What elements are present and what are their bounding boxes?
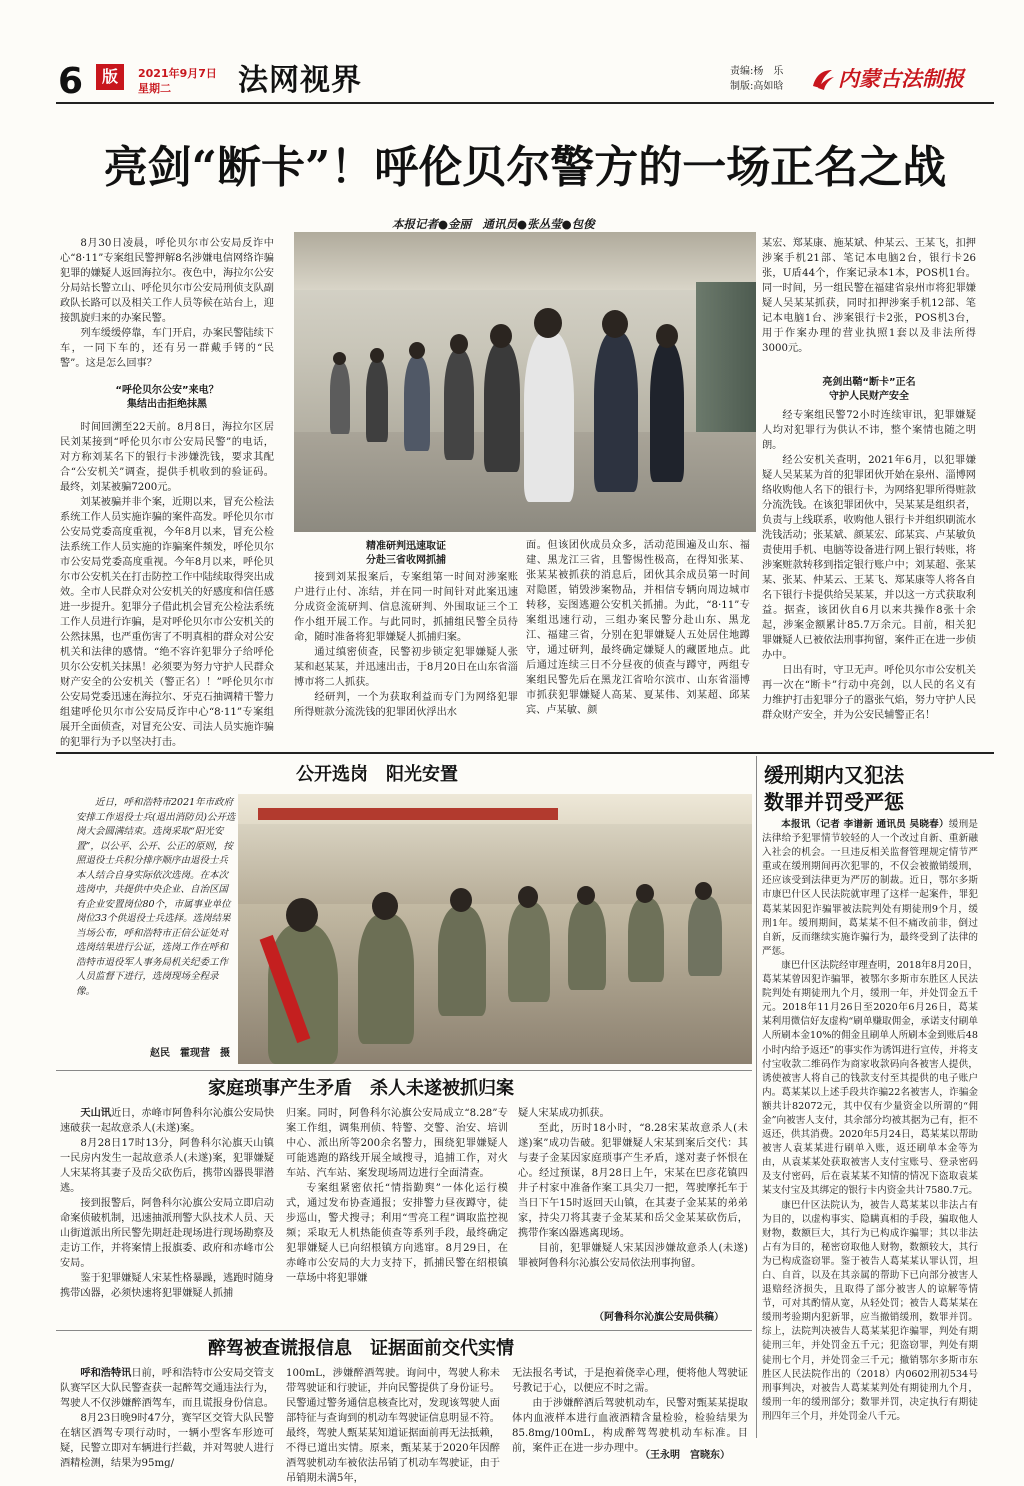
photo-head	[534, 308, 562, 338]
issue-date: 2021年9月7日	[138, 67, 217, 80]
article2-photo	[238, 794, 752, 1064]
article5-para-text: 日前，呼和浩特市公安局交管支队赛罕区大队民警查获一起醉驾交通违法行为，驾驶人不仅涉嫌醉酒驾车，而且谎报身份信息。	[60, 1368, 275, 1409]
article2-credit: 赵民 霍现营 摄	[150, 1048, 230, 1059]
article4-col1	[60, 1106, 274, 1326]
paper-logo	[810, 64, 990, 94]
main-col4-para: 日出有时，守卫无声。呼伦贝尔市公安机关再一次在“断卡”行动中亮剑，以人民的名义有力维护打击犯罪分子的嚣张气焰，努力守护人民群众财产安全，并为公安民辅警正名！	[762, 665, 976, 721]
article3-para	[762, 818, 978, 959]
photo-person	[508, 902, 550, 1002]
article4-para: 专案组紧密依托“情指勤舆”一体化运行模式，通过发布协查通报；安排警力昼夜蹲守，徒步巡山，警犬搜寻；利用“雪亮工程”调取监控视频；采取无人机热能侦查等系列手段，最终确定犯罪嫌疑人已向绍根镇方向逃窜。8月29日，在赤峰市公安局的大力支持下，抓捕民警在绍根镇一草场中将犯罪嫌	[286, 1183, 508, 1284]
editor-line: 责编:杨 乐	[730, 66, 784, 77]
main-article-bottom-rule	[56, 752, 994, 754]
article4-para: 目前，犯罪嫌疑人宋某因涉嫌故意杀人(未遂)罪被阿鲁科尔沁旗公安局依法刑事拘留。	[518, 1243, 748, 1269]
article4-para: 接到报警后，阿鲁科尔沁旗公安局立即启动命案侦破机制，迅速抽派刑警大队技术人员、天山街道派出所民警先期赶赴现场进行现场勘察及走访工作，并将案情上报旗委、政府和赤峰市公安局。	[60, 1198, 274, 1269]
article5-col3	[512, 1366, 748, 1454]
article4-lead: 天山讯	[80, 1107, 111, 1119]
photo-person	[366, 360, 388, 442]
main-headline: 亮剑“断卡”！呼伦贝尔警方的一场正名之战	[103, 142, 947, 193]
photo-person	[688, 896, 722, 976]
main-col1	[60, 236, 274, 374]
article2-body	[76, 796, 236, 1020]
photo-head	[602, 310, 628, 338]
article4-headline: 家庭琐事产生矛盾 杀人未遂被抓归案	[208, 1078, 514, 1099]
photo-head	[577, 886, 595, 905]
photo-head	[370, 348, 384, 363]
paper-name: 内蒙古法制报	[838, 66, 964, 91]
main-col3	[526, 538, 750, 744]
article4-bottom-rule	[56, 1330, 752, 1331]
photo-head	[372, 892, 398, 920]
photo-person	[524, 332, 574, 502]
photo-head	[636, 884, 654, 903]
article5-credit: （王永明 宫晓东）	[640, 1450, 730, 1461]
photo-person	[594, 332, 638, 492]
photo-person	[330, 362, 350, 434]
photo-person	[484, 342, 520, 472]
article3-para: 康巴什区法院认为，被告人葛某某以非法占有为目的，以虚构事实、隐瞒真相的手段，骗取他人财物，数额巨大，其行为已构成诈骗罪；其以非法占有为目的，秘密窃取他人财物，数额较大，其行为已构成盗窃罪。鉴于被告人葛某某认罪认罚，坦白、自首，以及在其亲属的帮助下已向部分被害人退赔经济损失，且取得了部分被害人的谅解等情节，可对其酌情从宽，从轻处罚；被告人葛某某在缓刑考验期内犯新罪，应当撤销缓刑，数罪并罚。综上，法院判决被告人葛某某犯诈骗罪，判处有期徒刑三年，并处罚金五千元；犯盗窃罪，判处有期徒刑七个月，并处罚金三千元；撤销鄂尔多斯市东胜区人民法院作出的（2018）内0602刑初534号刑事判决，对被告人葛某某判处有期徒刑九个月，缓刑一年的缓刑部分；数罪并罚，决定执行有期徒刑四年三个月，并处罚金八千元。	[762, 1199, 978, 1422]
page-number-block	[56, 62, 128, 102]
photo-person	[358, 914, 414, 1044]
main-col1-cont	[60, 420, 274, 748]
photo-station-roof	[294, 232, 756, 290]
article4-credit: （阿鲁科尔沁旗公安局供稿）	[594, 1312, 724, 1323]
main-col2-para: 接到刘某报案后，专案组第一时间对涉案账户进行止付、冻结，并在同一时间针对此案迅速分成资金流研判、信息流研判、外围取证三个工作小组开展工作。与此同时，抓捕组民警全员待命，随时准备将犯罪嫌疑人抓捕归案。	[294, 572, 518, 643]
main-subhead-2: 亮剑出鞘“断卡”正名 守护人民财产安全	[822, 377, 916, 402]
main-col4-para: 某宏、郑某康、施某斌、仲某云、王某飞，扣押涉案手机21部、笔记本电脑2台，银行卡26张，U盾44个，作案记录本1本，POS机1台。同一时间，另一组民警在福建省泉州市将犯罪嫌疑人吴某某抓获，同时扣押涉案手机12部、笔记本电脑1台、涉案银行卡2张，POS机3台，用于作案办理的营业执照1套以及非法所得3000元。	[762, 238, 976, 354]
paper-logo-emblem-icon	[810, 66, 836, 92]
layout-line: 制版:高如晗	[730, 81, 784, 92]
photo-head	[450, 888, 472, 912]
main-col4	[762, 236, 976, 366]
photo-head	[518, 886, 538, 908]
article5-col2	[286, 1366, 500, 1484]
main-col2-para: 通过缜密侦查，民警初步锁定犯罪嫌疑人张某和赵某某，并迅速出击，于8月20日在山东省淄博市将二人抓获。	[294, 647, 518, 688]
photo-person	[438, 906, 486, 1016]
article4-para	[60, 1106, 274, 1136]
article4-col2	[286, 1106, 508, 1326]
main-col3-para: 面。但该团伙成员众多，活动范围遍及山东、福建、黑龙江三省，且警惕性极高，在得知张某、张某某被抓获的消息后，团伙其余成员第一时间对隐匿，销毁涉案物品，并相信专辆向周边城市转移，妄图逃避公安机关抓捕。为此，“8·11”专案组迅速行动，三组办案民警分赴山东、黑龙江、福建三省，分别在犯罪嫌疑人五处居住地蹲守，通过研判，最终确定嫌疑人的藏匿地点。此后通过连续三日不分昼夜的侦查与蹲守，两组专案组民警先后在黑龙江省哈尔滨市、山东省淄博市抓获犯罪嫌疑人高某、夏某伟、刘某超、邱某宾、卢某敏、颜	[526, 540, 750, 716]
article3-para-text: 缓刑是法律给予犯罪情节较轻的人一个改过自新、重新融入社会的机会。一旦违反相关监督管理规定情节严重或在缓刑期间再次犯罪的，不仅会被撤销缓刑，还应该受到法律更为严厉的制裁。近日，鄂尔多斯市康巴什区人民法院就审理了这样一起案件，罪犯葛某某因犯诈骗罪被法院判处有期徒刑9个月，缓刑1年。缓刑期间，葛某某不但不痛改前非，倒过自新，反而继续实施诈骗行为，最终受到了法律的严惩。	[762, 819, 978, 957]
article5-para: 由于涉嫌醉酒后驾驶机动车，民警对甄某某提取体内血液样本进行血液酒精含量检验，检验结果为85.8mg/100mL，构成醉驾驾驶机动车标准。目前，案件正在进一步办理中。	[512, 1398, 748, 1454]
main-col1-para: 刘某被骗并非个案，近期以来，冒充公检法系统工作人员实施诈骗的案件高发。呼伦贝尔市公安局党委高度重视，今年8月以来，冒充公检法系统工作人员实施的诈骗案件频发，呼伦贝尔市公安局党委高度重视。今年8月以来，呼伦贝尔市公安机关在打击防控工作中陆续取得突出成效。全市人民群众对公安机关的好感度和信任感进一步提升。犯罪分子借此机会冒充公检法系统工作人员进行诈骗，是对呼伦贝尔市公安机关的公然抹黑，也严重伤害了不明真相的群众对公安机关和法律的感情。“绝不容许犯罪分子给呼伦贝尔公安机关抹黑！必须要为努力守护人民群众财产安全的公安机关（警正名）！”呼伦贝尔市公安局党委迅速在海拉尔、牙克石抽调精干警力组建呼伦贝尔市公安局反诈中心“8·11”专案组展开全面侦查，对冒充公安、司法人员实施诈骗的犯罪行为予以坚决打击。	[60, 497, 274, 748]
main-col1-para: 列车缓缓停靠，车门开启，办案民警陆续下车，一同下车的，还有另一群戴手铐的“民警”。这是怎么回事？	[60, 328, 274, 369]
photo-head	[333, 352, 346, 365]
photo-back-wall	[238, 824, 752, 904]
article4-para: 至此，历时18小时，“8.28宋某故意杀人(未遂)案”成功告破。犯罪嫌疑人宋某到案后交代：其与妻子金某因家庭琐事产生矛盾，遂对妻子怀恨在心。经过预谋，8月28日上午，宋某在巴彦花镇四井子村家中准备作案工具尖刀一把，驾驶摩托车于当日下午15时返回天山镇，在其妻子金某某的弟弟家，持尖刀将其妻子金某某和岳父金某某砍伤后，携带作案凶器逃离现场。	[518, 1123, 748, 1239]
photo-person	[628, 898, 664, 982]
article5-headline: 醉驾被查谎报信息 证据面前交代实情	[208, 1338, 514, 1359]
article2-para: 近日，呼和浩特市2021年市政府安排工作退役士兵(退出消防员)公开选岗大会圆满结束。选岗采取“阳光安置”，以公平、公开、公正的原则，按照退役士兵积分排序顺序由退役士兵本人结合自身实际依次选岗。在本次选岗中，共提供中央企业、自治区国有企业安置岗位80个，市属事业单位岗位33个供退役士兵选择。选岗结果当场公布，呼和浩特市正信公证处对选岗结果进行公证，选岗工作在呼和浩特市退役军人事务局机关纪委工作人员监督下进行，选岗现场全程录像。	[76, 797, 236, 997]
header-rule	[56, 102, 994, 104]
article4-para-text: 近日，赤峰市阿鲁科尔沁旗公安局快速破获一起故意杀人(未遂)案。	[60, 1108, 275, 1134]
section-title: 法网视界	[238, 63, 362, 98]
issue-weekday: 星期二	[138, 82, 171, 95]
article3-headline: 缓刑期内又犯法 数罪并罚受严惩	[764, 763, 904, 814]
article5-para: 无法报名考试，于是抱着侥幸心理，便将他人驾驶证号教记于心，以便应不时之需。	[512, 1368, 748, 1394]
main-col4-para: 经专案组民警72小时连续审讯，犯罪嫌疑人均对犯罪行为供认不讳，整个案情也随之明朗。	[762, 410, 976, 451]
editor-credit	[730, 64, 812, 94]
article5-lead: 呼和浩特讯	[80, 1367, 132, 1379]
date-block	[138, 66, 228, 96]
article3-lead: 本报讯（记者 李谱新 通讯员 吴晓春）	[781, 819, 949, 830]
article4-col3	[518, 1106, 748, 1306]
photo-head	[286, 898, 318, 932]
photo-train	[696, 282, 756, 432]
photo-head	[409, 342, 425, 359]
article5-col1	[60, 1366, 275, 1469]
article4-para: 鉴于犯罪嫌疑人宋某性格暴躁，逃跑时随身携带凶器，必须快速将犯罪嫌疑人抓捕	[60, 1273, 274, 1299]
ban-label: 版	[96, 64, 124, 90]
photo-person	[650, 342, 684, 482]
article3-body	[762, 818, 978, 1438]
main-col4-cont	[762, 408, 976, 744]
article3-para: 康巴什区法院经审理查明，2018年8月20日，葛某某曾因犯诈骗罪，被鄂尔多斯市东胜区人民法院判处有期徒刑九个月，缓刑一年，并处罚金五千元。2018年11月26日至2020年6月26日，葛某某利用微信好友虚构“刷单赚取佣金，承诺支付刷单人所刷本金10%的佣金且刷单人所刷本金到账后48小时内给予返还”的事实作为诱饵进行宣传，并将支付宝收款二维码作为商家收款码向各被害人提供，诱使被害人将自己的钱款支付至其提供的电子账户内。葛某某以上述手段共诈骗22名被害人，诈骗金额共计82072元，其中仅有少量资金以所谓的“佣金”向被害人支付，其余部分均被其据为己有，拒不返还，供其消费。2020年5月24日，葛某某以帮助被害人袁某某进行刷单入账，返还刷单本金等为由，从袁某某处获取被害人支付宝账号、登录密码及支付密码，后在袁某某不知情的情况下盗取袁某某支付宝及其绑定的银行卡内资金共计7580.7元。	[762, 959, 978, 1197]
main-subhead-1: “呼伦贝尔公安”来电？ 集结出击拒绝抹黑	[115, 385, 219, 410]
main-col4-para: 经公安机关查明，2021年6月，以犯罪嫌疑人吴某某为首的犯罪团伙开始在泉州、淄博网络收购他人名下的银行卡，为网络犯罪所得赃款分流洗钱。在该犯罪团伙中，吴某某是组织者，负责与上线联系，收购他人银行卡并组织刷流水洗钱活动；张某斌、颜某宏、邱某宾、卢某敏负责使用手机、电脑等设备进行网上银行转账，将涉案赃款转移到指定银行账户中；刘某超、张某某、张某、仲某云、王某飞、郑某康等人将各自名下银行卡提供给吴某某，并以这一方式获取利益。据查，该团伙自6月以来共操作8张十余起，涉案金额累计85.7万余元。目前，相关犯罪嫌疑人已被依法刑事拘留，案件正在进一步侦办中。	[762, 455, 976, 661]
main-byline: 本报记者●金丽 通讯员●张丛莹●包俊	[392, 217, 595, 231]
main-col1-para: 时间回溯至22天前。8月8日，海拉尔区居民刘某接到“呼伦贝尔市公安局民警”的电话，对方称刘某名下的银行卡涉嫌洗钱，要求其配合“公安机关”调查，提供手机收到的验证码。最终，刘某被骗7200元。	[60, 422, 274, 493]
photo-banner	[258, 808, 558, 820]
article4-para: 疑人宋某成功抓获。	[518, 1108, 610, 1119]
article5-para: 100mL，涉嫌醉酒驾驶。询问中，驾驶人称未带驾驶证和行驶证，并向民警提供了身份证号。民警通过警务通信息核查比对，发现该驾驶人面部特征与查询到的机动车驾驶证信息明显不符。最终，驾驶人甄某某知道证据面前再无法抵赖，不得已道出实情。原来，甄某某于2020年因醉酒驾驶机动车被依法吊销了机动车驾驶证，由于吊销期未满5年，	[286, 1368, 500, 1484]
article2-headline: 公开选岗 阳光安置	[296, 764, 458, 785]
photo-person	[404, 356, 430, 451]
main-col2-para: 经研判，一个为获取利益而专门为网络犯罪所得赃款分流洗钱的犯罪团伙浮出水	[294, 692, 518, 718]
main-photo	[294, 232, 756, 532]
main-col1-para: 8月30日凌晨，呼伦贝尔市公安局反诈中心“8·11”专案组民警押解8名涉嫌电信网络诈骗犯罪的嫌疑人返回海拉尔。夜色中，海拉尔公安分局站长警立山、呼伦贝尔市公安局刑侦支队副政队长路可以及相关工作人员等候在站台上，迎接凯旋归来的办案民警。	[60, 238, 274, 324]
article4-para: 归案。同时，阿鲁科尔沁旗公安局成立“8.28”专案工作组，调集刑侦、特警、交警、治安、培训中心、派出所等200余名警力，围绕犯罪嫌疑人可能逃跑的路线开展全域搜寻，追捕工作，对火车站、汽车站、案发现场周边进行全面清查。	[286, 1108, 508, 1179]
photo-head	[490, 324, 512, 348]
photo-person	[444, 350, 474, 460]
article5-para	[60, 1366, 274, 1411]
photo-head	[656, 324, 678, 348]
photo-head	[695, 882, 712, 900]
main-col2	[294, 570, 518, 744]
photo-head	[450, 334, 468, 354]
article3-divider	[756, 756, 757, 1438]
article4-para: 8月28日17时13分，阿鲁科尔沁旗天山镇一民房内发生一起故意杀人(未遂)案，犯罪嫌疑人宋某将其妻子及岳父砍伤后，携带凶器畏罪潜逃。	[60, 1138, 274, 1194]
article5-para: 8月23日晚9时47分，赛罕区交管大队民警在辖区酒驾专项行动时，一辆小型客车形迹可疑，民警立即对车辆进行拦截，并对驾驶人进行酒精检测，结果为95mg/	[60, 1413, 274, 1469]
article2-bottom-rule	[56, 1070, 752, 1071]
photo-person	[568, 900, 606, 990]
main-photo-caption: 精准研判迅速取证 分赴三省收网抓捕	[366, 541, 446, 566]
page-number: 6	[58, 61, 84, 102]
